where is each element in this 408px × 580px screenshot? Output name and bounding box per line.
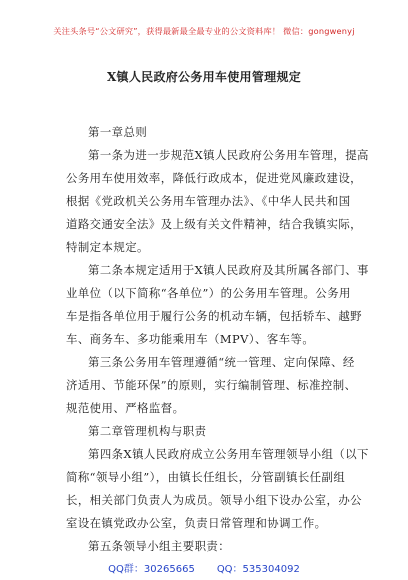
chapter-heading: 第二章管理机构与职责 — [88, 424, 207, 438]
paragraph-line: 道路交通安全法》及上级有关文件精神，结合我镇实际， — [66, 217, 363, 231]
paragraph-line: 第三条公务用车管理遵循“统一管理、定向保障、经 — [88, 355, 355, 369]
footer-contact — [0, 560, 408, 575]
paragraph-line: 规范使用、严格监督。 — [66, 401, 185, 415]
chapter-heading: 第一章总则 — [88, 125, 148, 139]
paragraph-line: 业单位（以下简称“各单位”）的公务用车管理。公务用 — [66, 286, 351, 300]
paragraph-line: 长，相关部门负责人为成员。领导小组下设办公室，办公 — [66, 493, 363, 507]
footer-qq-group: QQ群：30265665 — [108, 564, 195, 575]
paragraph-line: 车、商务车、多功能乘用车（MPV）、客车等。 — [66, 332, 315, 346]
paragraph-line: 济适用、节能环保”的原则，实行编制管理、标准控制、 — [66, 378, 357, 392]
paragraph-line: 第四条X镇人民政府成立公务用车管理领导小组（以下 — [88, 447, 369, 461]
paragraph-line: 公务用车使用效率，降低行政成本，促进党风廉政建设， — [66, 171, 363, 185]
paragraph-line: 特制定本规定。 — [66, 240, 149, 254]
document-title: X镇人民政府公务用车使用管理规定 — [106, 70, 302, 84]
paragraph-line: 根据《党政机关公务用车管理办法》、《中华人民共和国 — [66, 194, 351, 208]
header-note: 关注头条号“公文研究”，获得最新最全最专业的公文资料库！ 微信：gongwenyj — [53, 26, 355, 36]
paragraph-line: 第二条本规定适用于X镇人民政府及其所属各部门、事 — [88, 263, 369, 277]
paragraph-line: 简称“领导小组”），由镇长任组长，分管副镇长任副组 — [66, 470, 346, 484]
paragraph-line: 第五条领导小组主要职责： — [88, 539, 231, 553]
paragraph-line: 车是指各单位用于履行公务的机动车辆，包括轿车、越野 — [66, 309, 363, 323]
footer-qq: QQ：535304092 — [216, 564, 300, 575]
paragraph-line: 第一条为进一步规范X镇人民政府公务用车管理，提高 — [88, 148, 369, 162]
paragraph-line: 室设在镇党政办公室，负责日常管理和协调工作。 — [66, 516, 327, 530]
